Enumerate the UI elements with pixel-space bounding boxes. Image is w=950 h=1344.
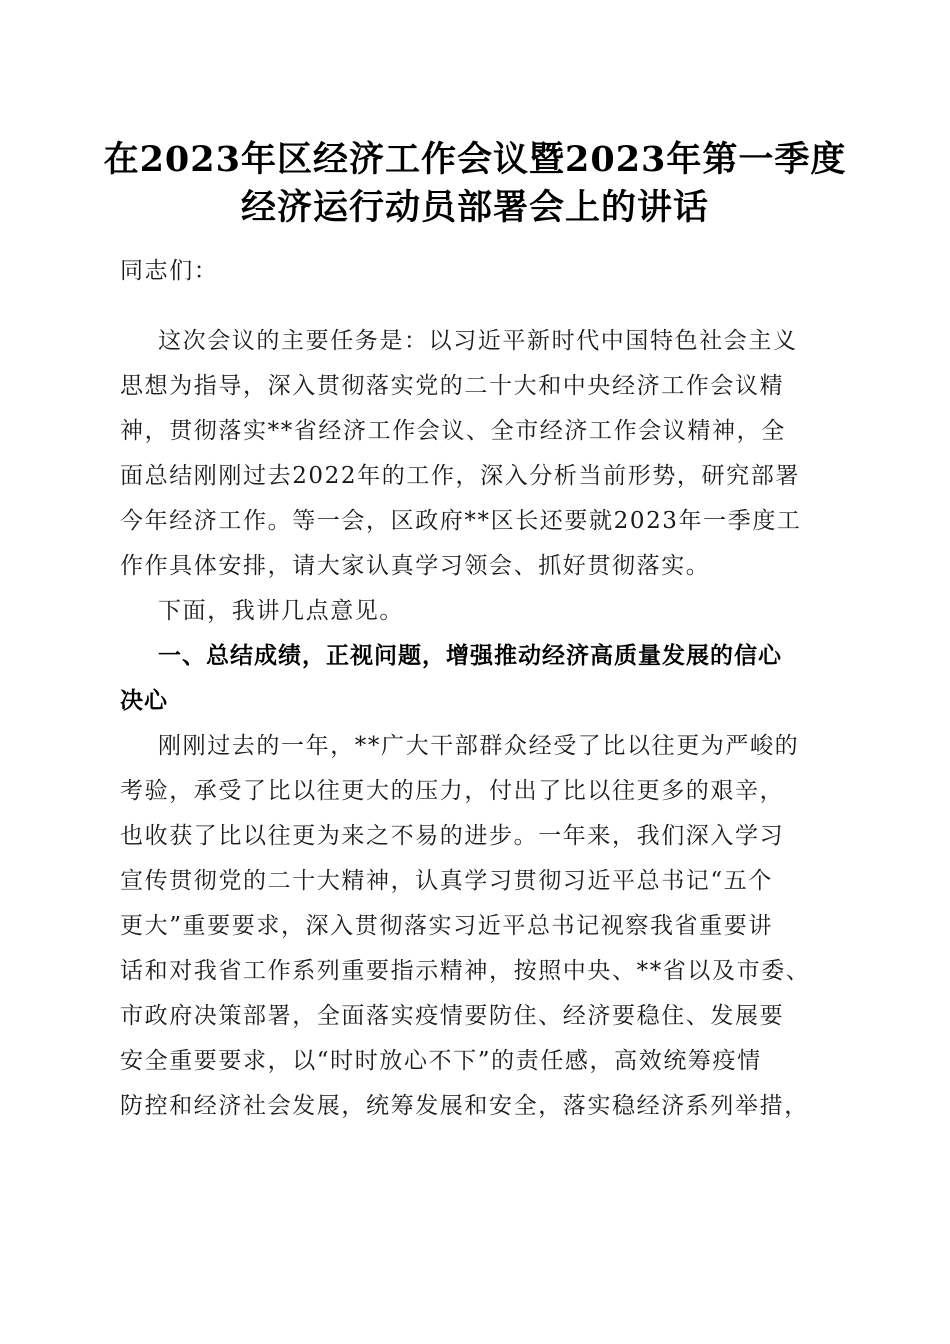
paragraph-line: 作作具体安排，请大家认真学习领会、抓好贯彻落实。 (120, 553, 711, 579)
paragraph-line: 市政府决策部署，全面落实疫情要防住、经济要稳住、发展要 (120, 1003, 785, 1029)
paragraph-line: 下面，我讲几点意见。 (158, 598, 404, 624)
paragraph-line: 更大”重要要求，深入贯彻落实习近平总书记视察我省重要讲 (120, 913, 773, 939)
paragraph-line: 话和对我省工作系列重要指示精神，按照中央、**省以及市委、 (120, 958, 811, 984)
paragraph-line: 考验，承受了比以往更大的压力，付出了比以往更多的艰辛， (120, 778, 785, 804)
paragraph-line: 安全重要要求，以“时时放心不下”的责任感，高效统筹疫情 (120, 1048, 762, 1074)
paragraph-line: 也收获了比以往更为来之不易的进步。一年来，我们深入学习 (120, 823, 785, 849)
salutation: 同志们： (120, 258, 219, 284)
paragraph-line: 防控和经济社会发展，统筹发展和安全，落实稳经济系列举措， (120, 1093, 809, 1119)
document-title-line-1: 在2023年区经济工作会议暨2023年第一季度 (103, 139, 847, 180)
paragraph-line: 刚刚过去的一年，**广大干部群众经受了比以往更为严峻的 (158, 733, 800, 759)
paragraph-line: 今年经济工作。等一会，区政府**区长还要就2023年一季度工 (120, 508, 802, 534)
paragraph-line: 神，贯彻落实**省经济工作会议、全市经济工作会议精神，全 (120, 418, 786, 444)
paragraph-line: 这次会议的主要任务是：以习近平新时代中国特色社会主义 (158, 328, 798, 354)
section-heading: 一、总结成绩，正视问题，增强推动经济高质量发展的信心 (158, 643, 782, 669)
paragraph-line: 面总结刚刚过去2022年的工作，深入分析当前形势，研究部署 (120, 463, 800, 489)
paragraph-line: 宣传贯彻党的二十大精神，认真学习贯彻习近平总书记“五个 (120, 868, 773, 894)
section-heading: 决心 (120, 688, 168, 714)
paragraph-line: 思想为指导，深入贯彻落实党的二十大和中央经济工作会议精 (120, 373, 785, 399)
document-title-line-2: 经济运行动员部署会上的讲话 (240, 187, 709, 228)
